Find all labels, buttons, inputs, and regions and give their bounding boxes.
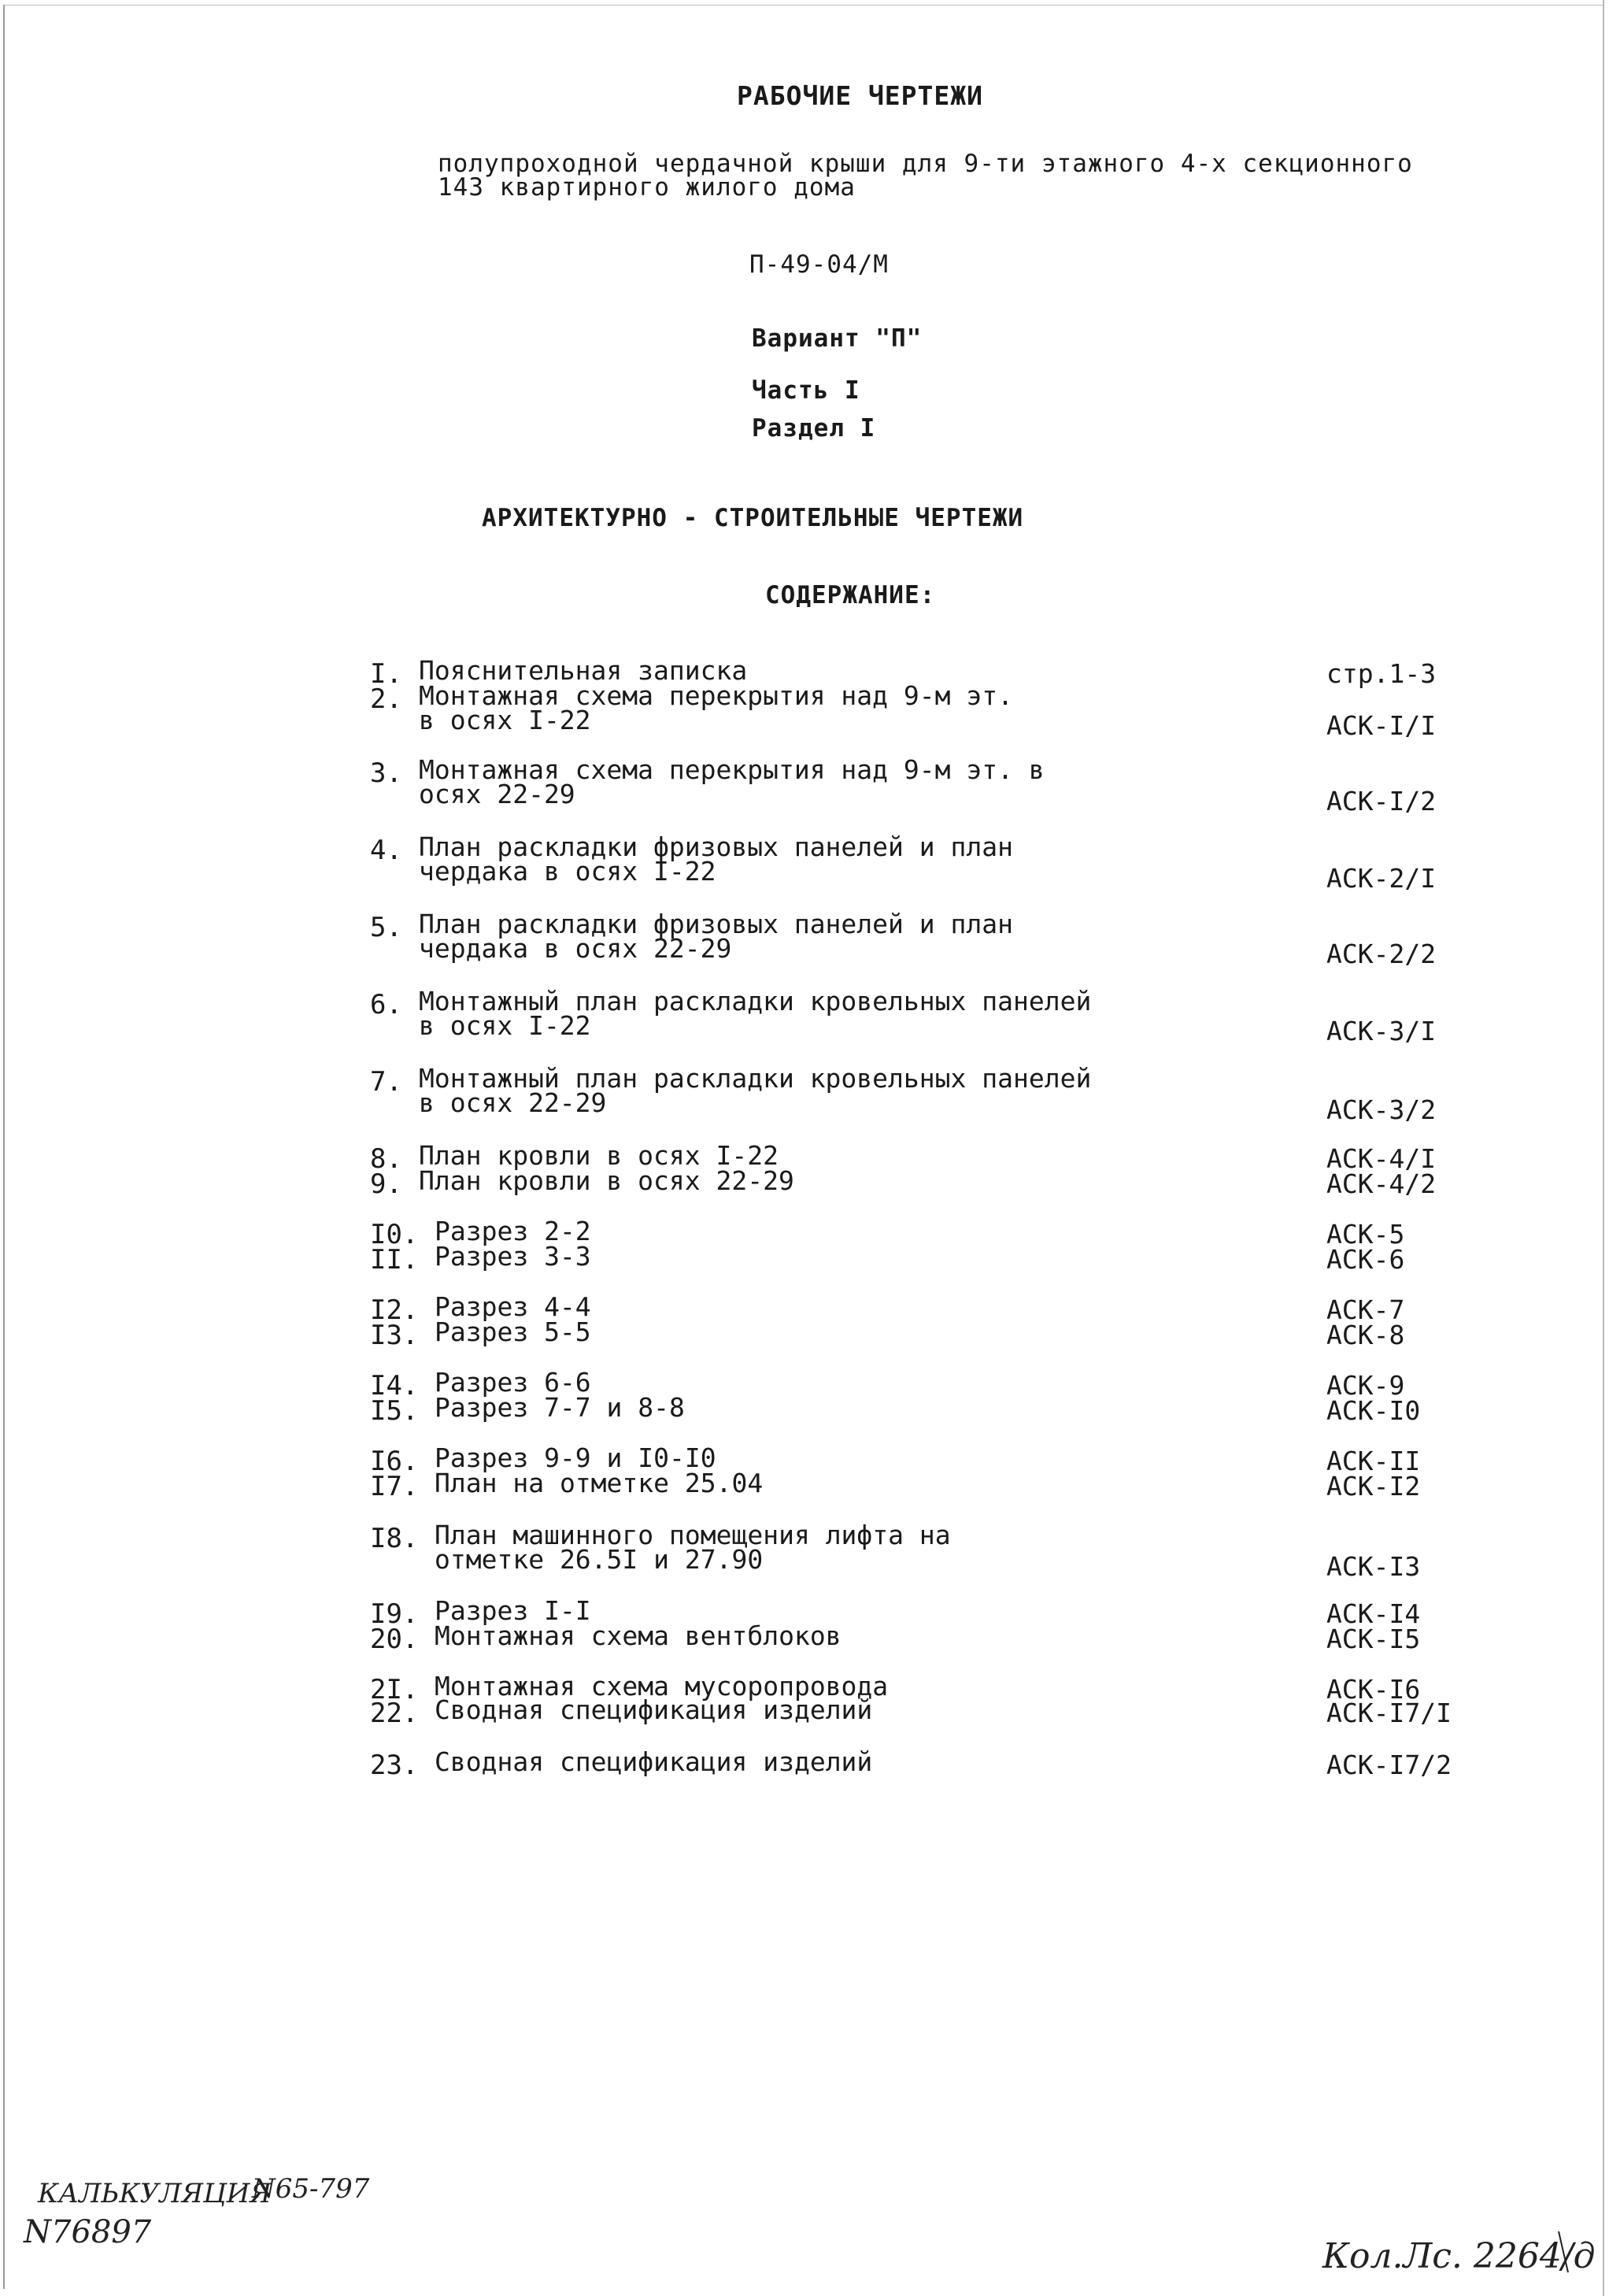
toc-item-title: План кровли в осях I-22 <box>419 1140 779 1171</box>
toc-item <box>370 680 1472 741</box>
toc-item <box>370 831 1472 894</box>
toc-item <box>370 1520 1472 1582</box>
toc-item-title: Разрез I-I <box>435 1595 591 1626</box>
variant-label: Вариант "П" <box>752 324 923 353</box>
toc-item-number: 20. <box>370 1624 419 1655</box>
toc-item-number: 3. <box>370 757 402 789</box>
toc-item <box>370 909 1472 969</box>
signature-text: Кол.Лс. 2264/д <box>1322 2236 1596 2276</box>
toc-item <box>370 986 1472 1046</box>
scan-edge <box>1603 0 1604 2296</box>
toc-item-sheet: АСК-I0 <box>1326 1395 1421 1426</box>
toc-item-number: 4. <box>370 835 402 866</box>
toc-item-title: План на отметке 25.04 <box>435 1468 764 1498</box>
toc-item-title-cont: отметке 26.5I и 27.90 <box>435 1544 764 1575</box>
toc-item-number: I0. <box>370 1219 419 1250</box>
toc-item-title: Разрез 4-4 <box>435 1291 591 1322</box>
toc-item-sheet: АСК-7 <box>1326 1294 1405 1325</box>
toc-item-title-cont: в осях I-22 <box>419 705 591 735</box>
toc-item-number: I. <box>370 658 402 690</box>
section-label: Раздел I <box>752 414 876 443</box>
toc-item-sheet: АСК-I2 <box>1326 1471 1421 1502</box>
toc-item-number: II. <box>370 1244 419 1276</box>
calculation-label: КАЛЬКУЛЯЦИЯ <box>38 2178 272 2209</box>
toc-item-title-cont: чердака в осях I-22 <box>419 856 716 887</box>
toc-item-number: 2I. <box>370 1674 419 1705</box>
toc-item-title: План машинного помещения лифта на <box>435 1520 951 1550</box>
toc-item-sheet: АСК-I/I <box>1326 710 1437 741</box>
toc-item-title: План раскладки фризовых панелей и план <box>419 831 1013 862</box>
toc-item-sheet: стр.1-3 <box>1326 658 1437 689</box>
toc-item-number: 22. <box>370 1698 419 1729</box>
inventory-number: N76897 <box>24 2214 152 2250</box>
toc-item-title: Разрез 2-2 <box>435 1216 591 1246</box>
toc-item-number: I9. <box>370 1598 419 1630</box>
toc-item-title: Разрез 9-9 и I0-I0 <box>435 1442 716 1473</box>
toc-item-sheet: АСК-I7/I <box>1326 1698 1452 1728</box>
toc-item-sheet: АСК-4/2 <box>1326 1168 1437 1199</box>
toc-item-title: Сводная спецификация изделий <box>435 1746 873 1777</box>
toc-item-title-cont: чердака в осях 22-29 <box>419 933 732 964</box>
toc-item-title: Монтажная схема перекрытия над 9-м эт. в <box>419 754 1045 785</box>
toc-item-sheet: АСК-5 <box>1326 1219 1405 1250</box>
toc-item-number: 23. <box>370 1750 419 1781</box>
toc-item-sheet: АСК-I/2 <box>1326 786 1437 817</box>
toc-item-sheet: АСК-I5 <box>1326 1624 1421 1654</box>
part-label: Часть I <box>752 376 860 405</box>
toc-item-number: 2. <box>370 683 402 715</box>
toc-item-title-cont: в осях 22-29 <box>419 1087 607 1118</box>
toc-item-title: Монтажная схема вентблоков <box>435 1620 841 1651</box>
toc-item-number: I6. <box>370 1446 419 1477</box>
toc-item-title: План раскладки фризовых панелей и план <box>419 909 1013 939</box>
toc-item-sheet: АСК-9 <box>1326 1370 1405 1401</box>
toc-item-sheet: АСК-8 <box>1326 1320 1405 1350</box>
project-code: П-49-04/М <box>749 250 889 279</box>
toc-item-title: Разрез 6-6 <box>435 1367 591 1398</box>
toc-item-title: Разрез 3-3 <box>435 1241 591 1272</box>
toc-item-number: I4. <box>370 1370 419 1402</box>
toc-item-title: Пояснительная записка <box>419 655 748 686</box>
toc-item-title: Монтажный план раскладки кровельных панелей <box>419 1063 1092 1094</box>
toc-item-number: 8. <box>370 1143 402 1175</box>
toc-item-number: I7. <box>370 1471 419 1502</box>
signature-mark <box>1322 2228 1590 2276</box>
toc-item-sheet: АСК-4/I <box>1326 1143 1437 1174</box>
toc-item-title: Монтажный план раскладки кровельных панелей <box>419 986 1092 1017</box>
toc-item-number: I8. <box>370 1523 419 1554</box>
toc-item-number: 6. <box>370 989 402 1020</box>
toc-item-sheet: АСК-I7/2 <box>1326 1750 1452 1780</box>
toc-item-sheet: АСК-6 <box>1326 1244 1405 1275</box>
toc-item-title-cont: в осях I-22 <box>419 1010 591 1041</box>
toc-item-title-cont: осях 22-29 <box>419 779 575 809</box>
toc-item-sheet: АСК-I3 <box>1326 1551 1421 1582</box>
toc-item <box>370 1746 1472 1805</box>
doc-subtitle-line1: полупроходной чердачной крыши для 9-ти этажного 4-х секционного <box>438 150 1413 178</box>
toc-item-title: Монтажная схема перекрытия над 9-м эт. <box>419 680 1013 711</box>
toc-item-title: План кровли в осях 22-29 <box>419 1165 794 1196</box>
toc-item <box>370 754 1472 817</box>
toc-item-sheet: АСК-2/I <box>1326 863 1437 894</box>
toc-item-number: I3. <box>370 1320 419 1351</box>
toc-item <box>370 1468 1472 1526</box>
toc-item-title: Разрез 5-5 <box>435 1316 591 1347</box>
toc-item-sheet: АСК-3/I <box>1326 1016 1437 1046</box>
toc-item-sheet: АСК-2/2 <box>1326 939 1437 969</box>
toc-item-sheet: АСК-II <box>1326 1446 1421 1476</box>
toc-item-number: 7. <box>370 1066 402 1098</box>
toc-item-number: I2. <box>370 1294 419 1326</box>
toc-item-number: I5. <box>370 1395 419 1427</box>
toc-item-sheet: АСК-I6 <box>1326 1674 1421 1705</box>
toc-item <box>370 1063 1472 1125</box>
toc-item-sheet: АСК-I4 <box>1326 1598 1421 1629</box>
toc-item-sheet: АСК-3/2 <box>1326 1094 1437 1125</box>
toc-item-number: 9. <box>370 1168 402 1200</box>
toc-item-title: Разрез 7-7 и 8-8 <box>435 1392 685 1423</box>
toc-item-number: 5. <box>370 912 402 943</box>
toc-item <box>370 1694 1472 1753</box>
drawings-title: АРХИТЕКТУРНО - СТРОИТЕЛЬНЫЕ ЧЕРТЕЖИ <box>482 504 1024 532</box>
calculation-number: N65-797 <box>252 2173 370 2205</box>
toc-item-title: Монтажная схема мусоропровода <box>435 1671 889 1702</box>
toc-item-title: Сводная спецификация изделий <box>435 1694 873 1725</box>
doc-subtitle-line2: 143 квартирного жилого дома <box>438 173 856 202</box>
doc-title: РАБОЧИЕ ЧЕРТЕЖИ <box>737 80 984 111</box>
contents-title: СОДЕРЖАНИЕ: <box>765 581 936 609</box>
